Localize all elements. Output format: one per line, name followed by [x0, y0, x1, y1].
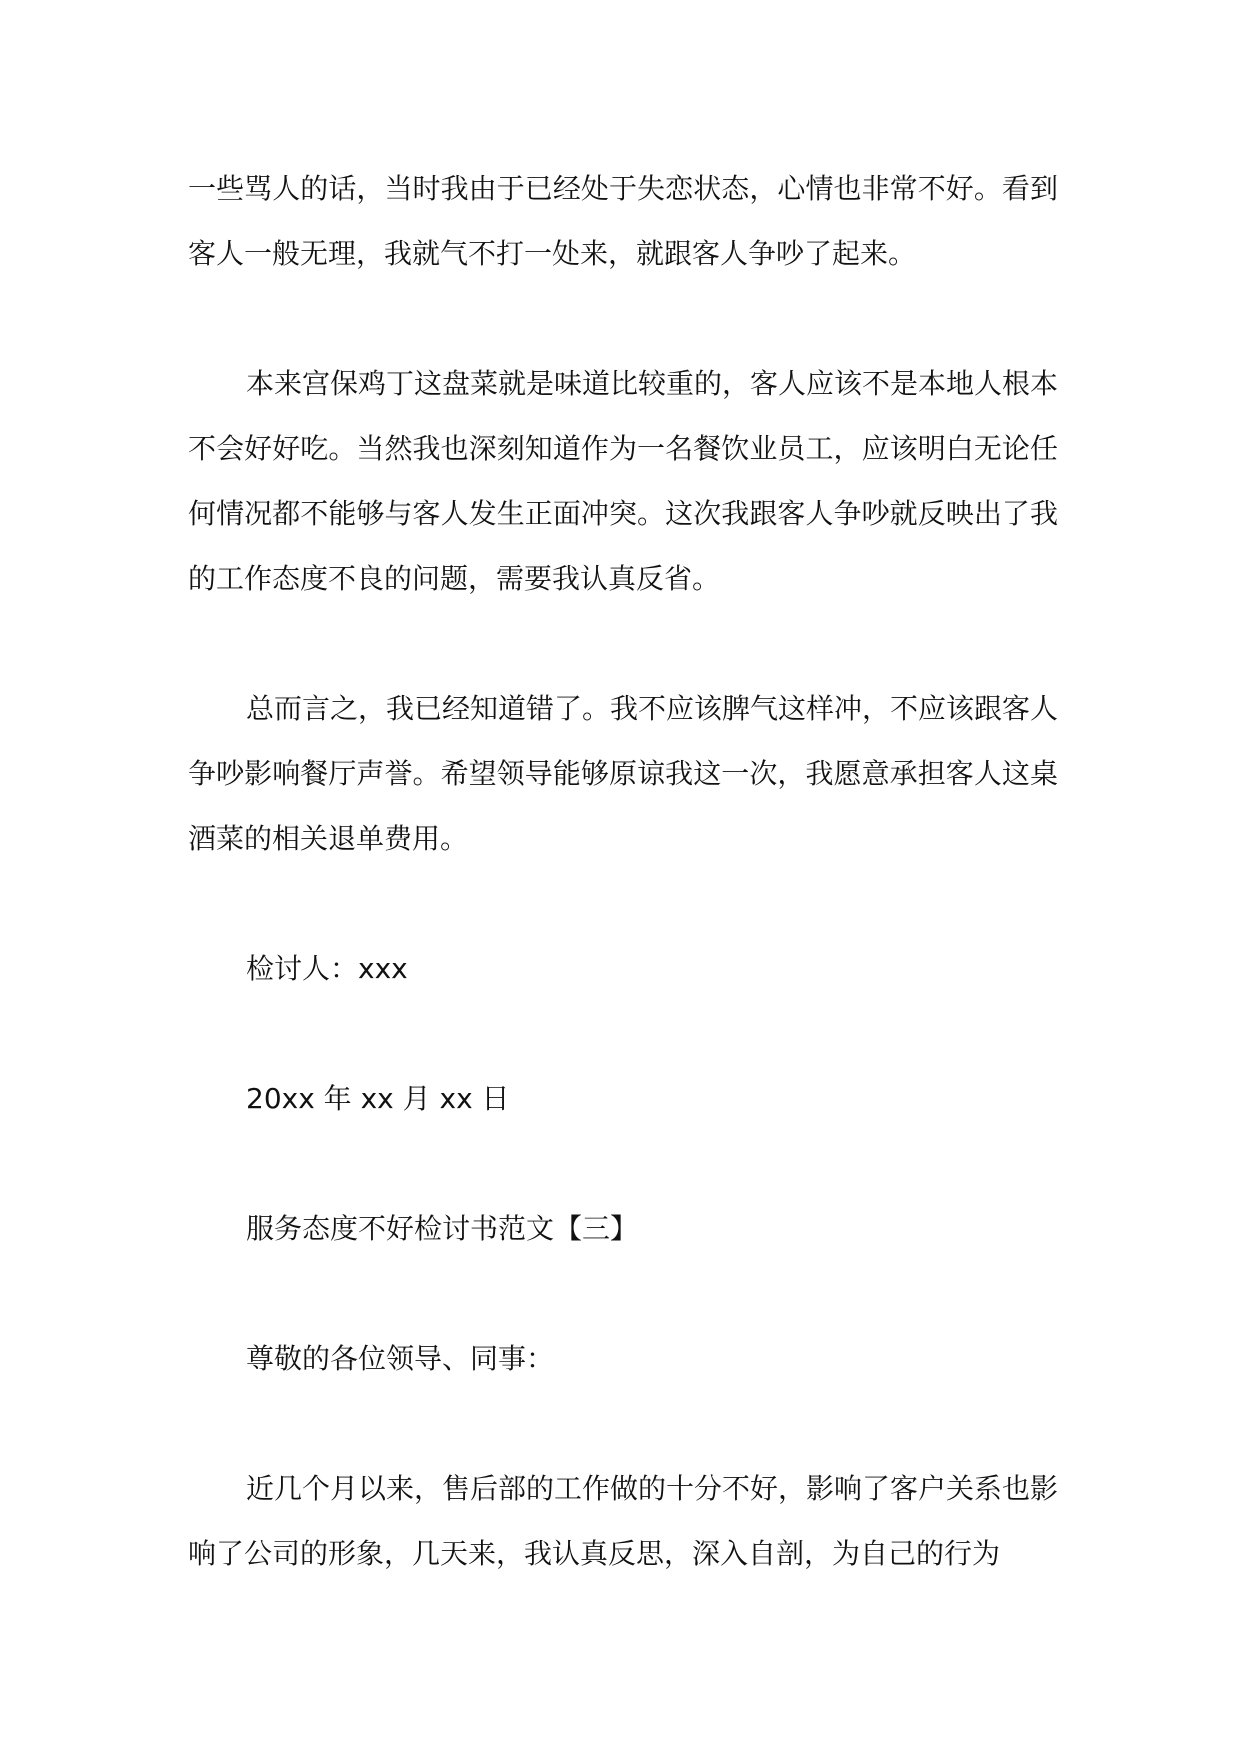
paragraph-continuation: 一些骂人的话，当时我由于已经处于失恋状态，心情也非常不好。看到客人一般无理，我就气不打一处来，就跟客人争吵了起来。	[188, 172, 1058, 270]
signer-line: 检讨人：xxx	[246, 952, 408, 985]
section-title: 服务态度不好检讨书范文【三】	[246, 1212, 639, 1245]
paragraph-opening: 近几个月以来，售后部的工作做的十分不好，影响了客户关系也影响了公司的形象，几天来，我认真反思，深入自剖，为自己的行为	[188, 1472, 1059, 1570]
document-body	[188, 156, 1058, 1651]
salutation: 尊敬的各位领导、同事：	[246, 1342, 555, 1375]
paragraph-conclusion: 总而言之，我已经知道错了。我不应该脾气这样冲，不应该跟客人争吵影响餐厅声誉。希望领导能够原谅我这一次，我愿意承担客人这桌酒菜的相关退单费用。	[188, 692, 1059, 855]
paragraph-dish-explanation: 本来宫保鸡丁这盘菜就是味道比较重的，客人应该不是本地人根本不会好好吃。当然我也深刻知道作为一名餐饮业员工，应该明白无论任何情况都不能够与客人发生正面冲突。这次我跟客人争吵就反映出了我的工作态度不良的问题，需要我认真反省。	[188, 367, 1059, 595]
date-line: 20xx 年 xx 月 xx 日	[246, 1082, 510, 1115]
